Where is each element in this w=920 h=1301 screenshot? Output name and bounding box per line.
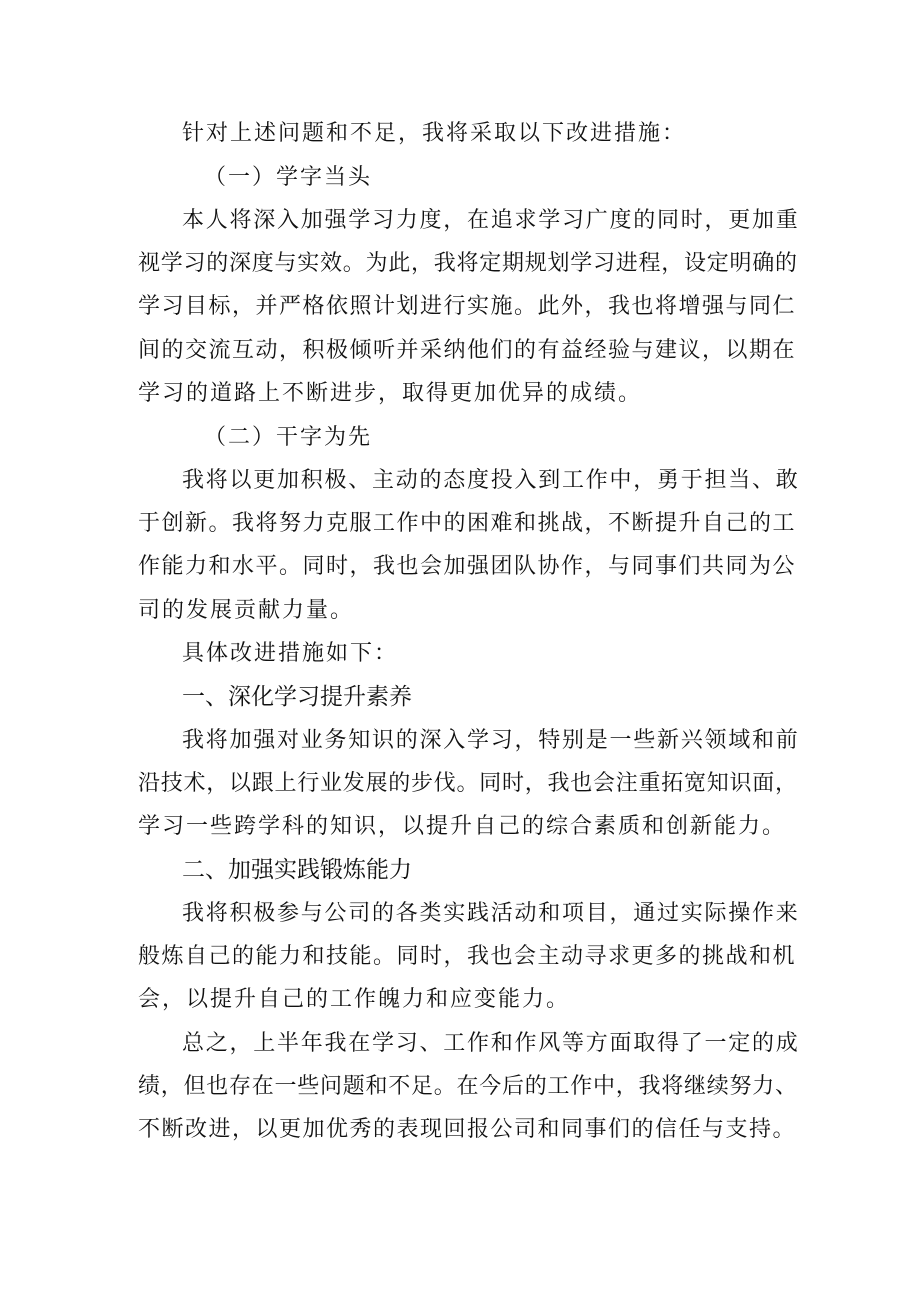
- paragraph-line: 司的发展贡献力量。: [138, 598, 355, 623]
- paragraph-line: 学习的道路上不断进步，取得更加优异的成绩。: [138, 381, 643, 406]
- paragraph-line: 会，以提升自己的工作魄力和应变能力。: [138, 987, 571, 1012]
- paragraph-line: 我将以更加积极、主动的态度投入到工作中，勇于担当、敢: [182, 468, 800, 493]
- paragraph-line: 视学习的深度与实效。为此，我将定期规划学习进程，设定明确的: [138, 251, 798, 276]
- paragraph-line: 绩，但也存在一些问题和不足。在今后的工作中，我将继续努力、: [138, 1074, 798, 1099]
- paragraph-line: 总之，上半年我在学习、工作和作风等方面取得了一定的成: [182, 1031, 800, 1056]
- paragraph-line: 我将加强对业务知识的深入学习，特别是一些新兴领域和前: [182, 728, 800, 753]
- paragraph-line: 不断改进，以更加优秀的表现回报公司和同事们的信任与支持。: [138, 1117, 797, 1142]
- section-title-work: （二）干字为先: [204, 425, 373, 450]
- paragraph-line: 般炼自己的能力和技能。同时，我也会主动寻求更多的挑战和机: [138, 944, 797, 969]
- heading-deepen-study: 一、深化学习提升素养: [182, 684, 412, 710]
- measures-intro: 具体改进措施如下：: [182, 641, 399, 666]
- paragraph-line: 学习目标，并严格依照计划进行实施。此外，我也将增强与同仁: [138, 294, 797, 319]
- paragraph-line: 间的交流互动，积极倾听并采纳他们的有益经验与建议，以期在: [138, 338, 797, 363]
- section-title-study: （一）学字当头: [204, 165, 373, 190]
- paragraph-line: 作能力和水平。同时，我也会加强团队协作，与同事们共同为公: [138, 554, 797, 579]
- paragraph-line: 于创新。我将努力克服工作中的困难和挑战，不断提升自己的工: [138, 511, 797, 536]
- paragraph-line: 本人将深入加强学习力度，在追求学习广度的同时，更加重: [182, 208, 800, 233]
- paragraph-line: 我将积极参与公司的各类实践活动和项目，通过实际操作来: [182, 901, 800, 926]
- paragraph-line: 学习一些跨学科的知识，以提升自己的综合素质和创新能力。: [138, 814, 787, 839]
- paragraph-line: 沿技术，以跟上行业发展的步伐。同时，我也会注重拓宽知识面，: [138, 771, 798, 796]
- heading-practice: 二、加强实践锻炼能力: [182, 857, 412, 883]
- intro-paragraph: 针对上述问题和不足，我将采取以下改进措施：: [182, 121, 687, 146]
